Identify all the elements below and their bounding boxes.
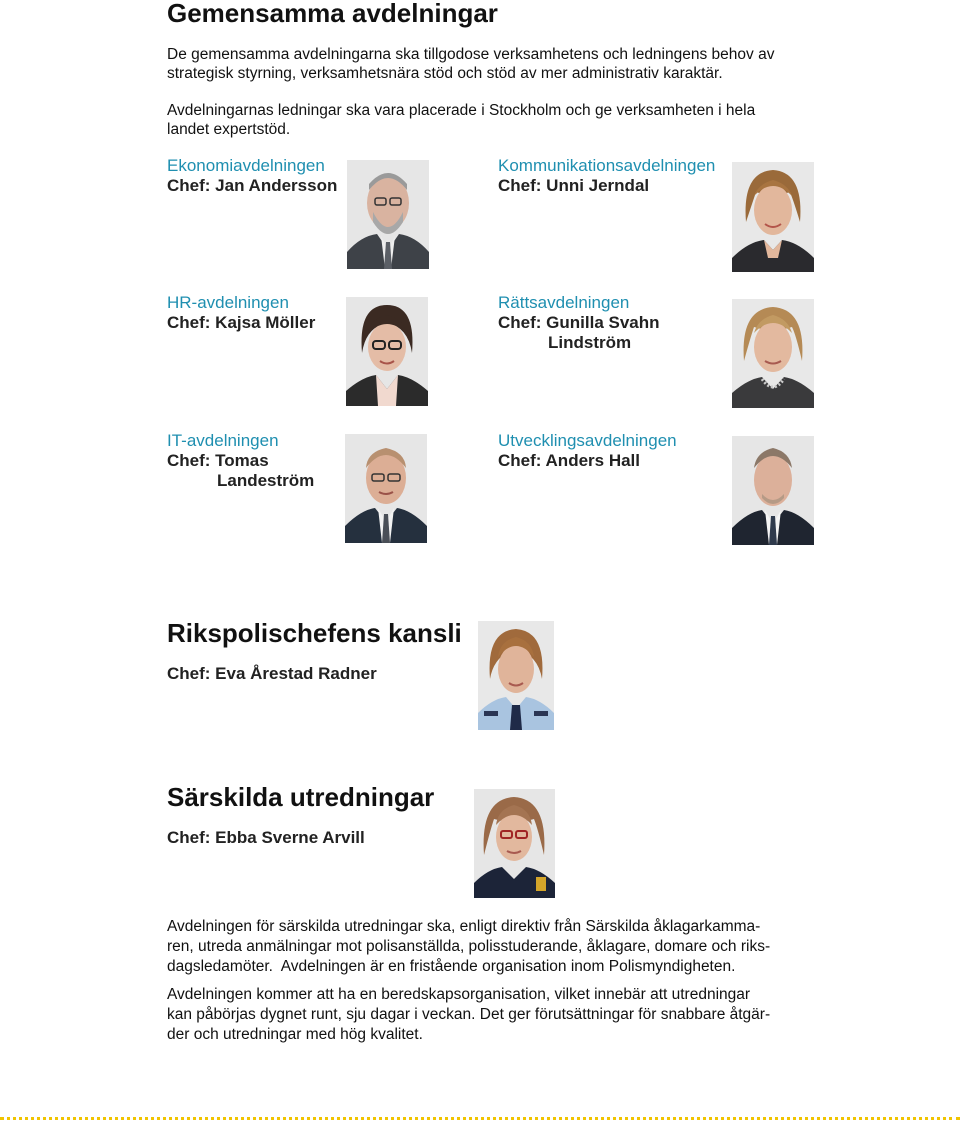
department-name: HR-avdelningen [167, 293, 289, 312]
sarskilda-paragraph-1-line-1: Avdelningen för särskilda utredningar ska, enligt direktiv från Särskilda åklagarkamma- [167, 918, 761, 935]
department-it [167, 431, 314, 491]
section-title-gemensamma: Gemensamma avdelningar [167, 0, 498, 28]
intro-paragraph-2 [167, 101, 755, 139]
sarskilda-paragraph-2-line-2: kan påbörjas dygnet runt, sju dagar i veckan. Det ger förutsättningar för snabbare åtgär- [167, 1006, 771, 1023]
sarskilda-paragraph-2-line-3: der och utredningar med hög kvalitet. [167, 1026, 423, 1043]
department-ekonomi [167, 156, 337, 196]
department-chef: Chef: Kajsa Möller [167, 313, 316, 332]
person-portrait-icon [346, 297, 428, 406]
person-portrait-icon [732, 299, 814, 408]
footer-rule [0, 1117, 960, 1120]
intro-paragraph-1-line-2: strategisk styrning, verksamhetsnära stöd och stöd av mer administrativ karaktär. [167, 65, 723, 82]
department-hr [167, 293, 315, 333]
kansli-chef: Chef: Eva Årestad Radner [167, 664, 377, 683]
portrait-photo-ebba-sverne-arvill [474, 789, 555, 898]
sarskilda-paragraph-1-line-3: dagsledamöter. Avdelningen är en fristående organisation inom Polismyndigheten. [167, 958, 736, 975]
department-chef: Chef: Tomas [167, 451, 269, 470]
portrait-photo-kajsa-moller [346, 297, 428, 406]
intro-paragraph-2-line-1: Avdelningarnas ledningar ska vara placerade i Stockholm och ge verksamheten i hela [167, 102, 756, 119]
department-name: IT-avdelningen [167, 431, 279, 450]
department-utveckling [498, 431, 677, 471]
department-name: Utvecklingsavdelningen [498, 431, 677, 450]
department-name: Ekonomiavdelningen [167, 156, 325, 175]
department-chef: Chef: Anders Hall [498, 451, 641, 470]
portrait-photo-anders-hall [732, 436, 814, 545]
sarskilda-paragraph-2 [167, 985, 770, 1045]
section-title-rikspolischefens-kansli: Rikspolischefens kansli [167, 618, 462, 648]
sarskilda-chef: Chef: Ebba Sverne Arvill [167, 828, 365, 847]
department-chef: Chef: Gunilla Svahn [498, 313, 660, 332]
department-ratt [498, 293, 660, 353]
intro-paragraph-1 [167, 45, 774, 83]
portrait-photo-tomas-landestrom [345, 434, 427, 543]
intro-paragraph-1-line-1: De gemensamma avdelningarna ska tillgodose verksamhetens och ledningens behov av [167, 46, 775, 63]
department-chef: Chef: Unni Jerndal [498, 176, 650, 195]
portrait-photo-jan-andersson [347, 160, 429, 269]
person-portrait-icon [478, 621, 554, 730]
intro-paragraph-2-line-2: landet expertstöd. [167, 121, 291, 138]
portrait-photo-gunilla-svahn-lindstrom [732, 299, 814, 408]
department-chef-continued: Lindström [548, 333, 632, 352]
person-portrait-icon [347, 160, 429, 269]
section-title-sarskilda-utredningar: Särskilda utredningar [167, 782, 435, 812]
portrait-photo-unni-jerndal [732, 162, 814, 272]
person-portrait-icon [345, 434, 427, 543]
person-portrait-icon [474, 789, 555, 898]
department-chef: Chef: Jan Andersson [167, 176, 338, 195]
sarskilda-paragraph-2-line-1: Avdelningen kommer att ha en beredskapsorganisation, vilket innebär att utredningar [167, 986, 751, 1003]
person-portrait-icon [732, 436, 814, 545]
portrait-photo-eva-arestad-radner [478, 621, 554, 730]
sarskilda-paragraph-1 [167, 917, 770, 977]
sarskilda-paragraph-1-line-2: ren, utreda anmälningar mot polisanställda, polisstuderande, åklagare, domare och riks- [167, 938, 771, 955]
person-portrait-icon [732, 162, 814, 272]
department-name: Rättsavdelningen [498, 293, 630, 312]
department-chef-continued: Landeström [217, 471, 315, 490]
department-kommunikation [498, 156, 715, 196]
department-name: Kommunikationsavdelningen [498, 156, 716, 175]
